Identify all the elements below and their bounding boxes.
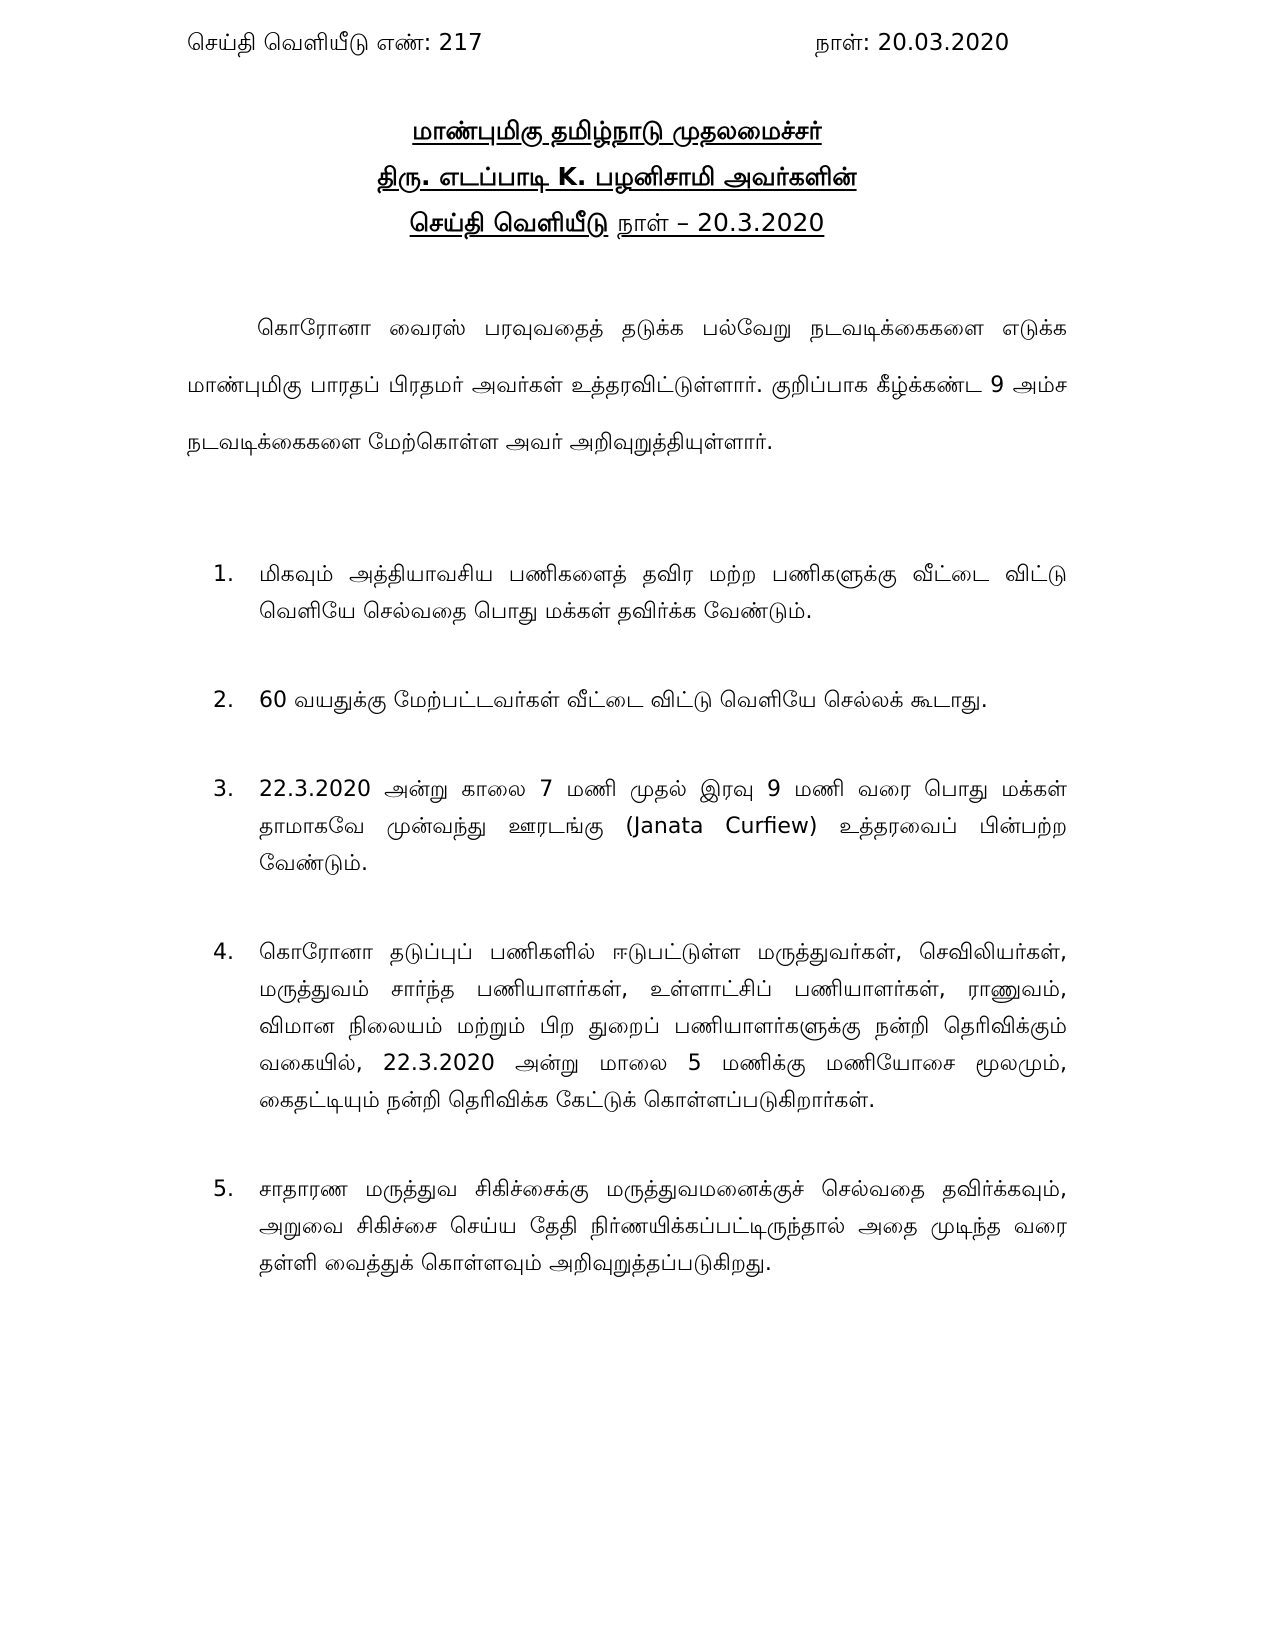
list-item-number: 2. [213,688,234,713]
release-date: நாள்: 20.03.2020 [815,30,1010,56]
title-line-2: திரு. எடப்பாடி K. பழனிசாமி அவர்களின் [377,162,857,191]
list-item-text: மிகவும் அத்தியாவசிய பணிகளைத் தவிர மற்ற பணிகளுக்கு வீட்டை விட்டு வெளியே செல்வதை பொது மக்கள் தவிர்க்க வேண்டும். [259,562,1067,624]
list-item-text: சாதாரண மருத்துவ சிகிச்சைக்கு மருத்துவமனைக்குச் செல்வதை தவிர்க்கவும், அறுவை சிகிச்சை செய்ய தேதி நிர்ணயிக்கப்பட்டிருந்தால் அதை முடிந்த வரை தள்ளி வைத்துக் கொள்ளவும் அறிவுறுத்தப்படுகிறது. [259,1177,1067,1276]
list-item [187,556,1067,630]
list-item [187,771,1067,882]
intro-paragraph: கொரோனா வைரஸ் பரவுவதைத் தடுக்க பல்வேறு நடவடிக்கைகளை எடுக்க மாண்புமிகு பாரதப் பிரதமர் அவர்கள் உத்தரவிட்டுள்ளார். குறிப்பாக கீழ்க்கண்ட 9 அம்ச நடவடிக்கைகளை மேற்கொள்ள அவர் அறிவுறுத்தியுள்ளார். [187,316,1067,455]
title-line-1: மாண்புமிகு தமிழ்நாடு முதலமைச்சர் [412,116,822,145]
list-item-number: 3. [213,777,234,802]
list-item-text: கொரோனா தடுப்புப் பணிகளில் ஈடுபட்டுள்ள மருத்துவர்கள், செவிலியர்கள், மருத்துவம் சார்ந்த பணியாளர்கள், உள்ளாட்சிப் பணியாளர்கள், ராணுவம், விமான நிலையம் மற்றும் பிற துறைப் பணியாளர்களுக்கு நன்றி தெரிவிக்கும் வகையில், 22.3.2020 அன்று மாலை 5 மணிக்கு மணியோசை மூலமும், கைதட்டியும் நன்றி தெரிவிக்க கேட்டுக் கொள்ளப்படுகிறார்கள். [259,940,1067,1113]
list-item [187,1171,1067,1282]
list-item [187,934,1067,1119]
release-number: செய்தி வெளியீடு எண்: 217 [187,30,483,56]
list-item-number: 5. [213,1177,234,1202]
list-item-text: 22.3.2020 அன்று காலை 7 மணி முதல் இரவு 9 மணி வரை பொது மக்கள் தாமாகவே முன்வந்து ஊரடங்கு (Janata Curfiew) உத்தரவைப் பின்பற்ற வேண்டும். [259,777,1067,876]
title-line-3: செய்தி வெளியீடு நாள் – 20.3.2020 [409,208,825,237]
list-item-text: 60 வயதுக்கு மேற்பட்டவர்கள் வீட்டை விட்டு வெளியே செல்லக் கூடாது. [259,688,988,713]
measures-list [187,556,1067,1334]
list-item-number: 1. [213,562,234,587]
list-item [187,682,1067,719]
list-item-number: 4. [213,940,234,965]
